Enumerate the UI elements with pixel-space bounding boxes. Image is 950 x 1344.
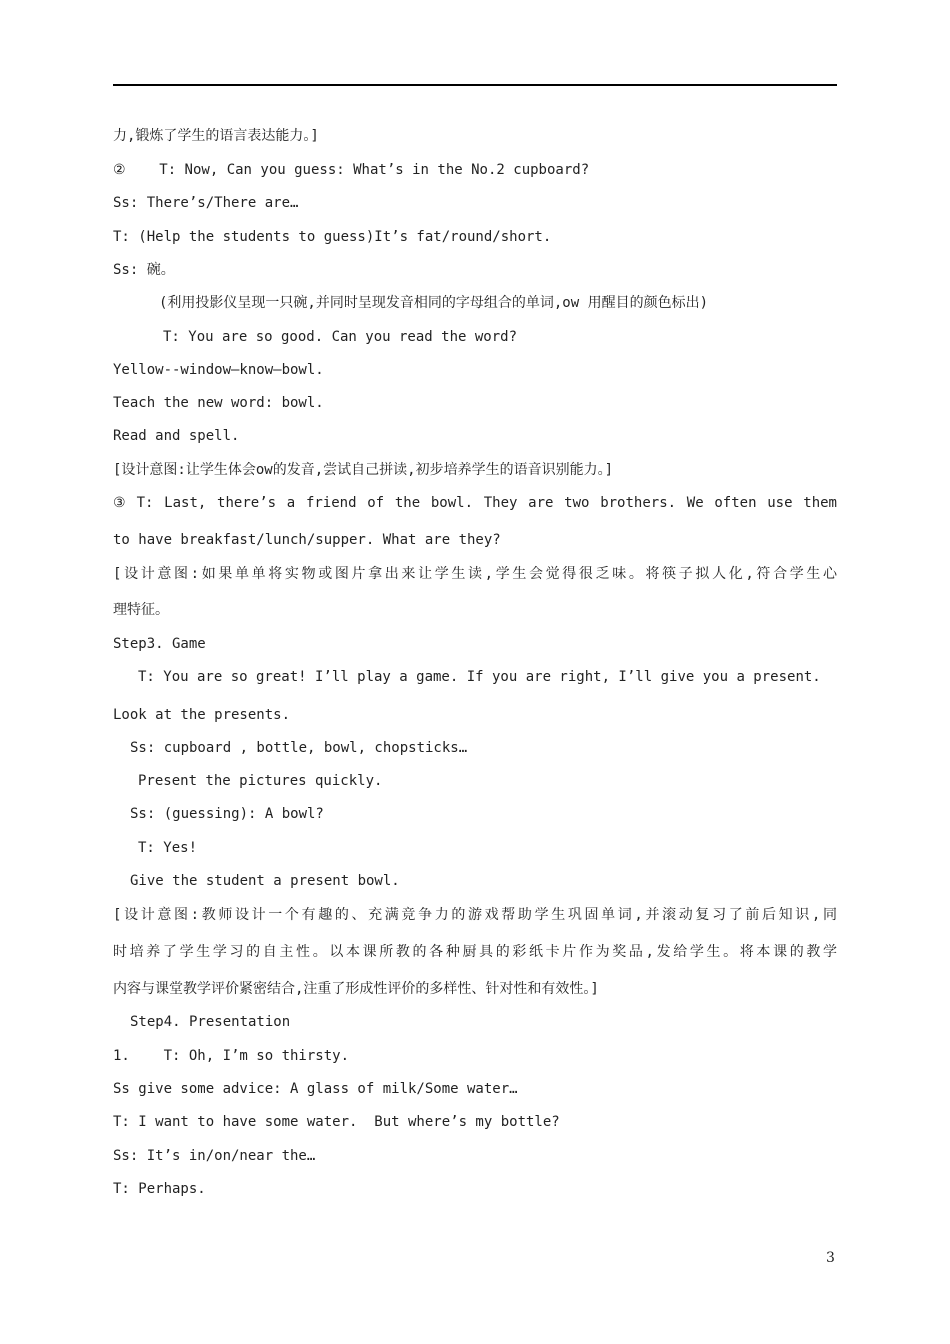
text-line: to have breakfast/lunch/supper. What are they? — [113, 532, 501, 548]
text-line: T: You are so good. Can you read the word? — [163, 329, 518, 345]
text-line: 1. T: Oh, I’m so thirsty. — [113, 1048, 350, 1064]
header-rule — [113, 84, 837, 86]
text-line: T: I want to have some water. But where’s my bottle? — [113, 1114, 560, 1130]
text-line: 时培养了学生学习的自主性。以本课所教的各种厨具的彩纸卡片作为奖品,发给学生。将本课的教学 — [113, 944, 837, 960]
text-line: Look at the presents. — [113, 707, 291, 723]
text-line: Teach the new word: bowl. — [113, 395, 324, 411]
text-line: [设计意图:教师设计一个有趣的、充满竞争力的游戏帮助学生巩固单词,并滚动复习了前后知识,同 — [113, 907, 837, 923]
text-line: Ss: 碗。 — [113, 262, 175, 278]
text-line: T: Yes! — [138, 840, 198, 856]
text-line: Ss: There’s/There are… — [113, 195, 299, 211]
text-line: Step4. Presentation — [130, 1014, 291, 1030]
text-line: T: You are so great! I’ll play a game. If you are right, I’ll give you a present. — [138, 669, 821, 685]
page-number: 3 — [826, 1250, 835, 1266]
text-line: ③ T: Last, there’s a friend of the bowl. They are two brothers. We often use them — [113, 495, 837, 511]
text-line: Yellow--window—know—bowl. — [113, 362, 324, 378]
text-line: Ss: (guessing): A bowl? — [130, 806, 324, 822]
text-line: 理特征。 — [113, 602, 169, 618]
text-line: ② T: Now, Can you guess: What’s in the No.2 cupboard? — [113, 162, 590, 178]
text-line: Step3. Game — [113, 636, 206, 652]
text-line: Read and spell. — [113, 428, 240, 444]
text-line: 力,锻炼了学生的语言表达能力。] — [113, 128, 319, 144]
text-line: Give the student a present bowl. — [130, 873, 400, 889]
text-line: Ss: cupboard , bottle, bowl, chopsticks… — [130, 740, 468, 756]
text-line: (利用投影仪呈现一只碗,并同时呈现发音相同的字母组合的单词,ow 用醒目的颜色标出) — [159, 295, 708, 311]
text-line: 内容与课堂教学评价紧密结合,注重了形成性评价的多样性、针对性和有效性。] — [113, 981, 599, 997]
text-line: [设计意图:如果单单将实物或图片拿出来让学生读,学生会觉得很乏味。将筷子拟人化,符合学生心 — [113, 566, 837, 582]
text-line: Ss give some advice: A glass of milk/Some water… — [113, 1081, 518, 1097]
text-line: Present the pictures quickly. — [138, 773, 383, 789]
text-line: Ss: It’s in/on/near the… — [113, 1148, 316, 1164]
text-line: [设计意图:让学生体会ow的发音,尝试自己拼读,初步培养学生的语音识别能力。] — [113, 462, 613, 478]
text-line: T: (Help the students to guess)It’s fat/round/short. — [113, 229, 552, 245]
text-line: T: Perhaps. — [113, 1181, 206, 1197]
